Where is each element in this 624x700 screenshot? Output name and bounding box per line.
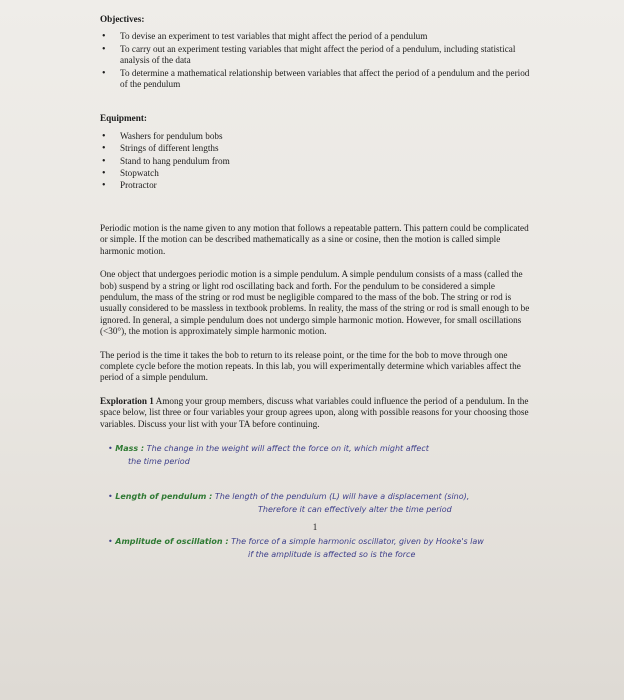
handwritten-answer-length: • Length of pendulum : The length of the pendulum (L) will have a displacement (sino), Therefore it can effectively alter the time period xyxy=(108,491,470,514)
objective-item: • To determine a mathematical relationship between variables that affect the period of a pendulum and the period of the pendulum xyxy=(102,67,530,90)
bullet-icon: • xyxy=(102,31,106,43)
bullet-icon: • xyxy=(102,130,106,142)
equipment-item: • Protractor xyxy=(102,180,157,192)
bullet-icon: • xyxy=(102,168,106,180)
bullet-icon: • xyxy=(102,180,106,192)
equipment-item: • Stopwatch xyxy=(102,168,159,180)
page-number: 1 xyxy=(312,521,318,532)
equipment-list xyxy=(100,131,530,192)
equipment-heading: Equipment: xyxy=(100,113,147,124)
bullet-icon: • xyxy=(102,143,106,155)
objectives-list xyxy=(100,31,530,90)
lab-handout xyxy=(100,14,530,575)
periodic-motion-paragraph: Periodic motion is the name given to any motion that follows a repeatable pattern. This pattern could be complicated or simple. If the motion can be described mathematically as a sine or cosine, then the motion is called simple harmonic motion. xyxy=(100,222,529,256)
handwritten-answer-amplitude: • Amplitude of oscillation : The force of a simple harmonic oscillator, given by Hooke's law if the amplitude is affected so is the force xyxy=(108,537,484,560)
exploration-paragraph xyxy=(100,396,530,430)
objective-item: • To devise an experiment to test variables that might affect the period of a pendulum xyxy=(102,31,428,43)
objectives-heading: Objectives: xyxy=(100,14,145,24)
handwritten-answer-mass: • Mass : The change in the weight will affect the force on it, which might affect the time period xyxy=(108,443,429,466)
objective-item: • To carry out an experiment testing variables that might affect the period of a pendulum, including statistical analysis of the data xyxy=(102,43,516,66)
equipment-item: • Strings of different lengths xyxy=(102,143,219,155)
period-paragraph: The period is the time it takes the bob to return to its release point, or the time for the bob to move through one complete cycle before the motion repeats. In this lab, you will experimentally determine which variables affect the period of a simple pendulum. xyxy=(100,349,521,383)
simple-pendulum-paragraph: One object that undergoes periodic motion is a simple pendulum. A simple pendulum consists of a mass (called the bob) suspend by a string or light rod oscillating back and forth. For the pendulum to be considered a simple pendulum, the mass of the string or rod must be negligible compared to the mass of the bob. The string or rod is usually considered to be massless in textbook problems. In reality, the mass of the string or rod is small enough to be ignored. In general, a simple pendulum does not undergo simple harmonic motion. However, for small oscillations (<30°), the motion is approximately simple harmonic motion. xyxy=(100,269,530,337)
exploration-text: Among your group members, discuss what variables could influence the period of a pendulum. In the space below, list three or four variables your group agrees upon, along with possible reasons for your choosing those variables. Discuss your list with your TA before continuing. xyxy=(100,395,529,429)
bullet-icon: • xyxy=(102,43,106,55)
bullet-icon: • xyxy=(102,155,106,167)
equipment-item: • Stand to hang pendulum from xyxy=(102,155,230,167)
equipment-item: • Washers for pendulum bobs xyxy=(102,130,223,142)
exploration-label: Exploration 1 xyxy=(100,395,154,406)
bullet-icon: • xyxy=(102,67,106,79)
